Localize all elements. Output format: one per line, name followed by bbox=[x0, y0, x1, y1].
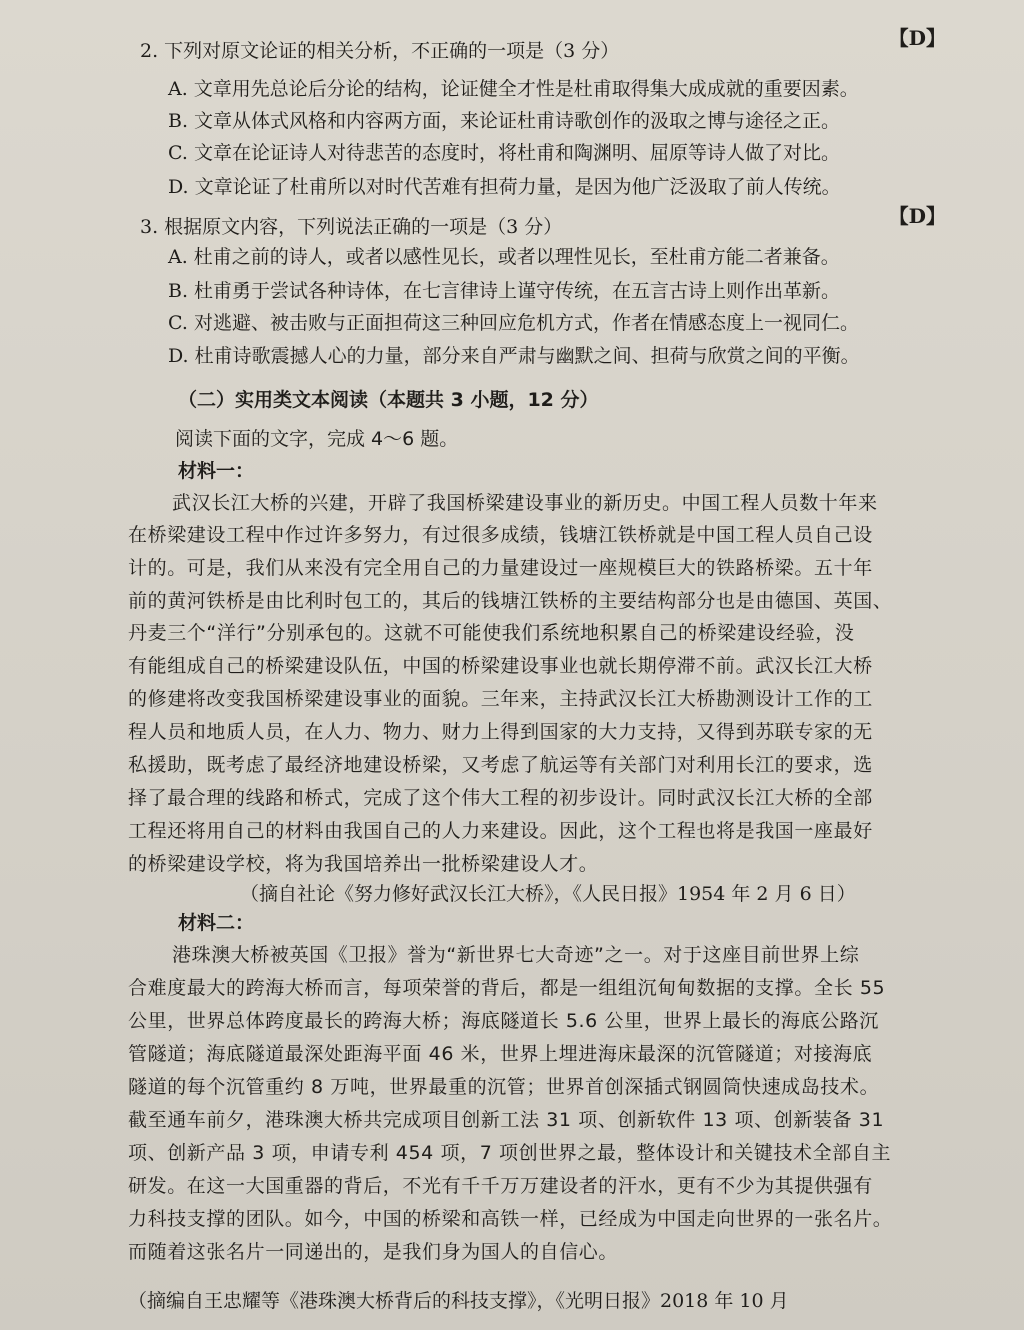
q2-stem: 2. 下列对原文论证的相关分析，不正确的一项是（3 分） bbox=[140, 40, 620, 62]
material1-line: 武汉长江大桥的兴建，开辟了我国桥梁建设事业的新历史。中国工程人员数十年来 bbox=[172, 492, 878, 514]
q3-answer-mark: 【D】 bbox=[888, 204, 946, 228]
material1-line: 工程还将用自己的材料由我国自己的人力来建设。因此，这个工程也将是我国一座最好 bbox=[128, 820, 873, 842]
material1-line: 择了最合理的线路和桥式，完成了这个伟大工程的初步设计。同时武汉长江大桥的全部 bbox=[128, 787, 873, 809]
material2-line: 项、创新产品 3 项，申请专利 454 项，7 项创世界之最，整体设计和关键技术全部自主 bbox=[128, 1142, 892, 1164]
material2-line: 研发。在这一大国重器的背后，不光有千千万万建设者的汗水，更有不少为其提供强有 bbox=[128, 1175, 873, 1197]
material2-line: 隧道的每个沉管重约 8 万吨，世界最重的沉管；世界首创深插式钢圆筒快速成岛技术。 bbox=[128, 1076, 880, 1098]
material2-line: 合难度最大的跨海大桥而言，每项荣誉的背后，都是一组组沉甸甸数据的支撑。全长 55 bbox=[128, 977, 886, 999]
q3-option-b: B. 杜甫勇于尝试各种诗体，在七言律诗上谨守传统，在五言古诗上则作出革新。 bbox=[168, 280, 841, 302]
q2-option-c: C. 文章在论证诗人对待悲苦的态度时，将杜甫和陶渊明、屈原等诗人做了对比。 bbox=[168, 142, 840, 164]
material2-label: 材料二： bbox=[178, 912, 255, 934]
material2-line: 而随着这张名片一同递出的，是我们身为国人的自信心。 bbox=[128, 1241, 619, 1263]
material2-source: （摘编自王忠耀等《港珠澳大桥背后的科技支撑》，《光明日报》2018 年 10 月 bbox=[128, 1290, 789, 1312]
section-instruction: 阅读下面的文字，完成 4～6 题。 bbox=[175, 428, 459, 450]
q2-answer-mark: 【D】 bbox=[888, 26, 946, 50]
material2-line: 力科技支撑的团队。如今，中国的桥梁和高铁一样，已经成为中国走向世界的一张名片。 bbox=[128, 1208, 893, 1230]
material1-label: 材料一： bbox=[178, 460, 255, 482]
q2-option-a: A. 文章用先总论后分论的结构，论证健全才性是杜甫取得集大成成就的重要因素。 bbox=[168, 78, 859, 100]
q2-option-b: B. 文章从体式风格和内容两方面，来论证杜甫诗歌创作的汲取之博与途径之正。 bbox=[168, 110, 841, 132]
material2-line: 港珠澳大桥被英国《卫报》誉为“新世界七大奇迹”之一。对于这座目前世界上综 bbox=[172, 944, 860, 966]
section-heading: （二）实用类文本阅读（本题共 3 小题，12 分） bbox=[178, 389, 599, 411]
material1-line: 计的。可是，我们从来没有完全用自己的力量建设过一座规模巨大的铁路桥梁。五十年 bbox=[128, 557, 873, 579]
material1-line: 私援助，既考虑了最经济地建设桥梁，又考虑了航运等有关部门对利用长江的要求，选 bbox=[128, 754, 873, 776]
material2-line: 截至通车前夕，港珠澳大桥共完成项目创新工法 31 项、创新软件 13 项、创新装备 31 bbox=[128, 1109, 885, 1131]
material1-line: 在桥梁建设工程中作过许多努力，有过很多成绩，钱塘江铁桥就是中国工程人员自己设 bbox=[128, 524, 873, 546]
material1-line: 丹麦三个“洋行”分别承包的。这就不可能使我们系统地积累自己的桥梁建设经验，没 bbox=[128, 622, 855, 644]
material1-line: 的修建将改变我国桥梁建设事业的面貌。三年来，主持武汉长江大桥勘测设计工作的工 bbox=[128, 688, 873, 710]
material1-line: 程人员和地质人员，在人力、物力、财力上得到国家的大力支持，又得到苏联专家的无 bbox=[128, 721, 873, 743]
q3-option-a: A. 杜甫之前的诗人，或者以感性见长，或者以理性见长，至杜甫方能二者兼备。 bbox=[168, 246, 840, 268]
q3-option-c: C. 对逃避、被击败与正面担荷这三种回应危机方式，作者在情感态度上一视同仁。 bbox=[168, 312, 859, 334]
q3-stem: 3. 根据原文内容，下列说法正确的一项是（3 分） bbox=[140, 216, 563, 238]
material2-line: 公里，世界总体跨度最长的跨海大桥；海底隧道长 5.6 公里，世界上最长的海底公路沉 bbox=[128, 1010, 879, 1032]
material1-line: 的桥梁建设学校，将为我国培养出一批桥梁建设人才。 bbox=[128, 853, 599, 875]
material1-line: 有能组成自己的桥梁建设队伍，中国的桥梁建设事业也就长期停滞不前。武汉长江大桥 bbox=[128, 655, 873, 677]
material2-line: 管隧道；海底隧道最深处距海平面 46 米，世界上埋进海床最深的沉管隧道；对接海底 bbox=[128, 1043, 873, 1065]
material1-source: （摘自社论《努力修好武汉长江大桥》，《人民日报》1954 年 2 月 6 日） bbox=[240, 883, 856, 905]
q2-option-d: D. 文章论证了杜甫所以对时代苦难有担荷力量，是因为他广泛汲取了前人传统。 bbox=[168, 176, 841, 198]
material1-line: 前的黄河铁桥是由比利时包工的，其后的钱塘江铁桥的主要结构部分也是由德国、英国、 bbox=[128, 590, 893, 612]
q3-option-d: D. 杜甫诗歌震撼人心的力量，部分来自严肃与幽默之间、担荷与欣赏之间的平衡。 bbox=[168, 345, 860, 367]
